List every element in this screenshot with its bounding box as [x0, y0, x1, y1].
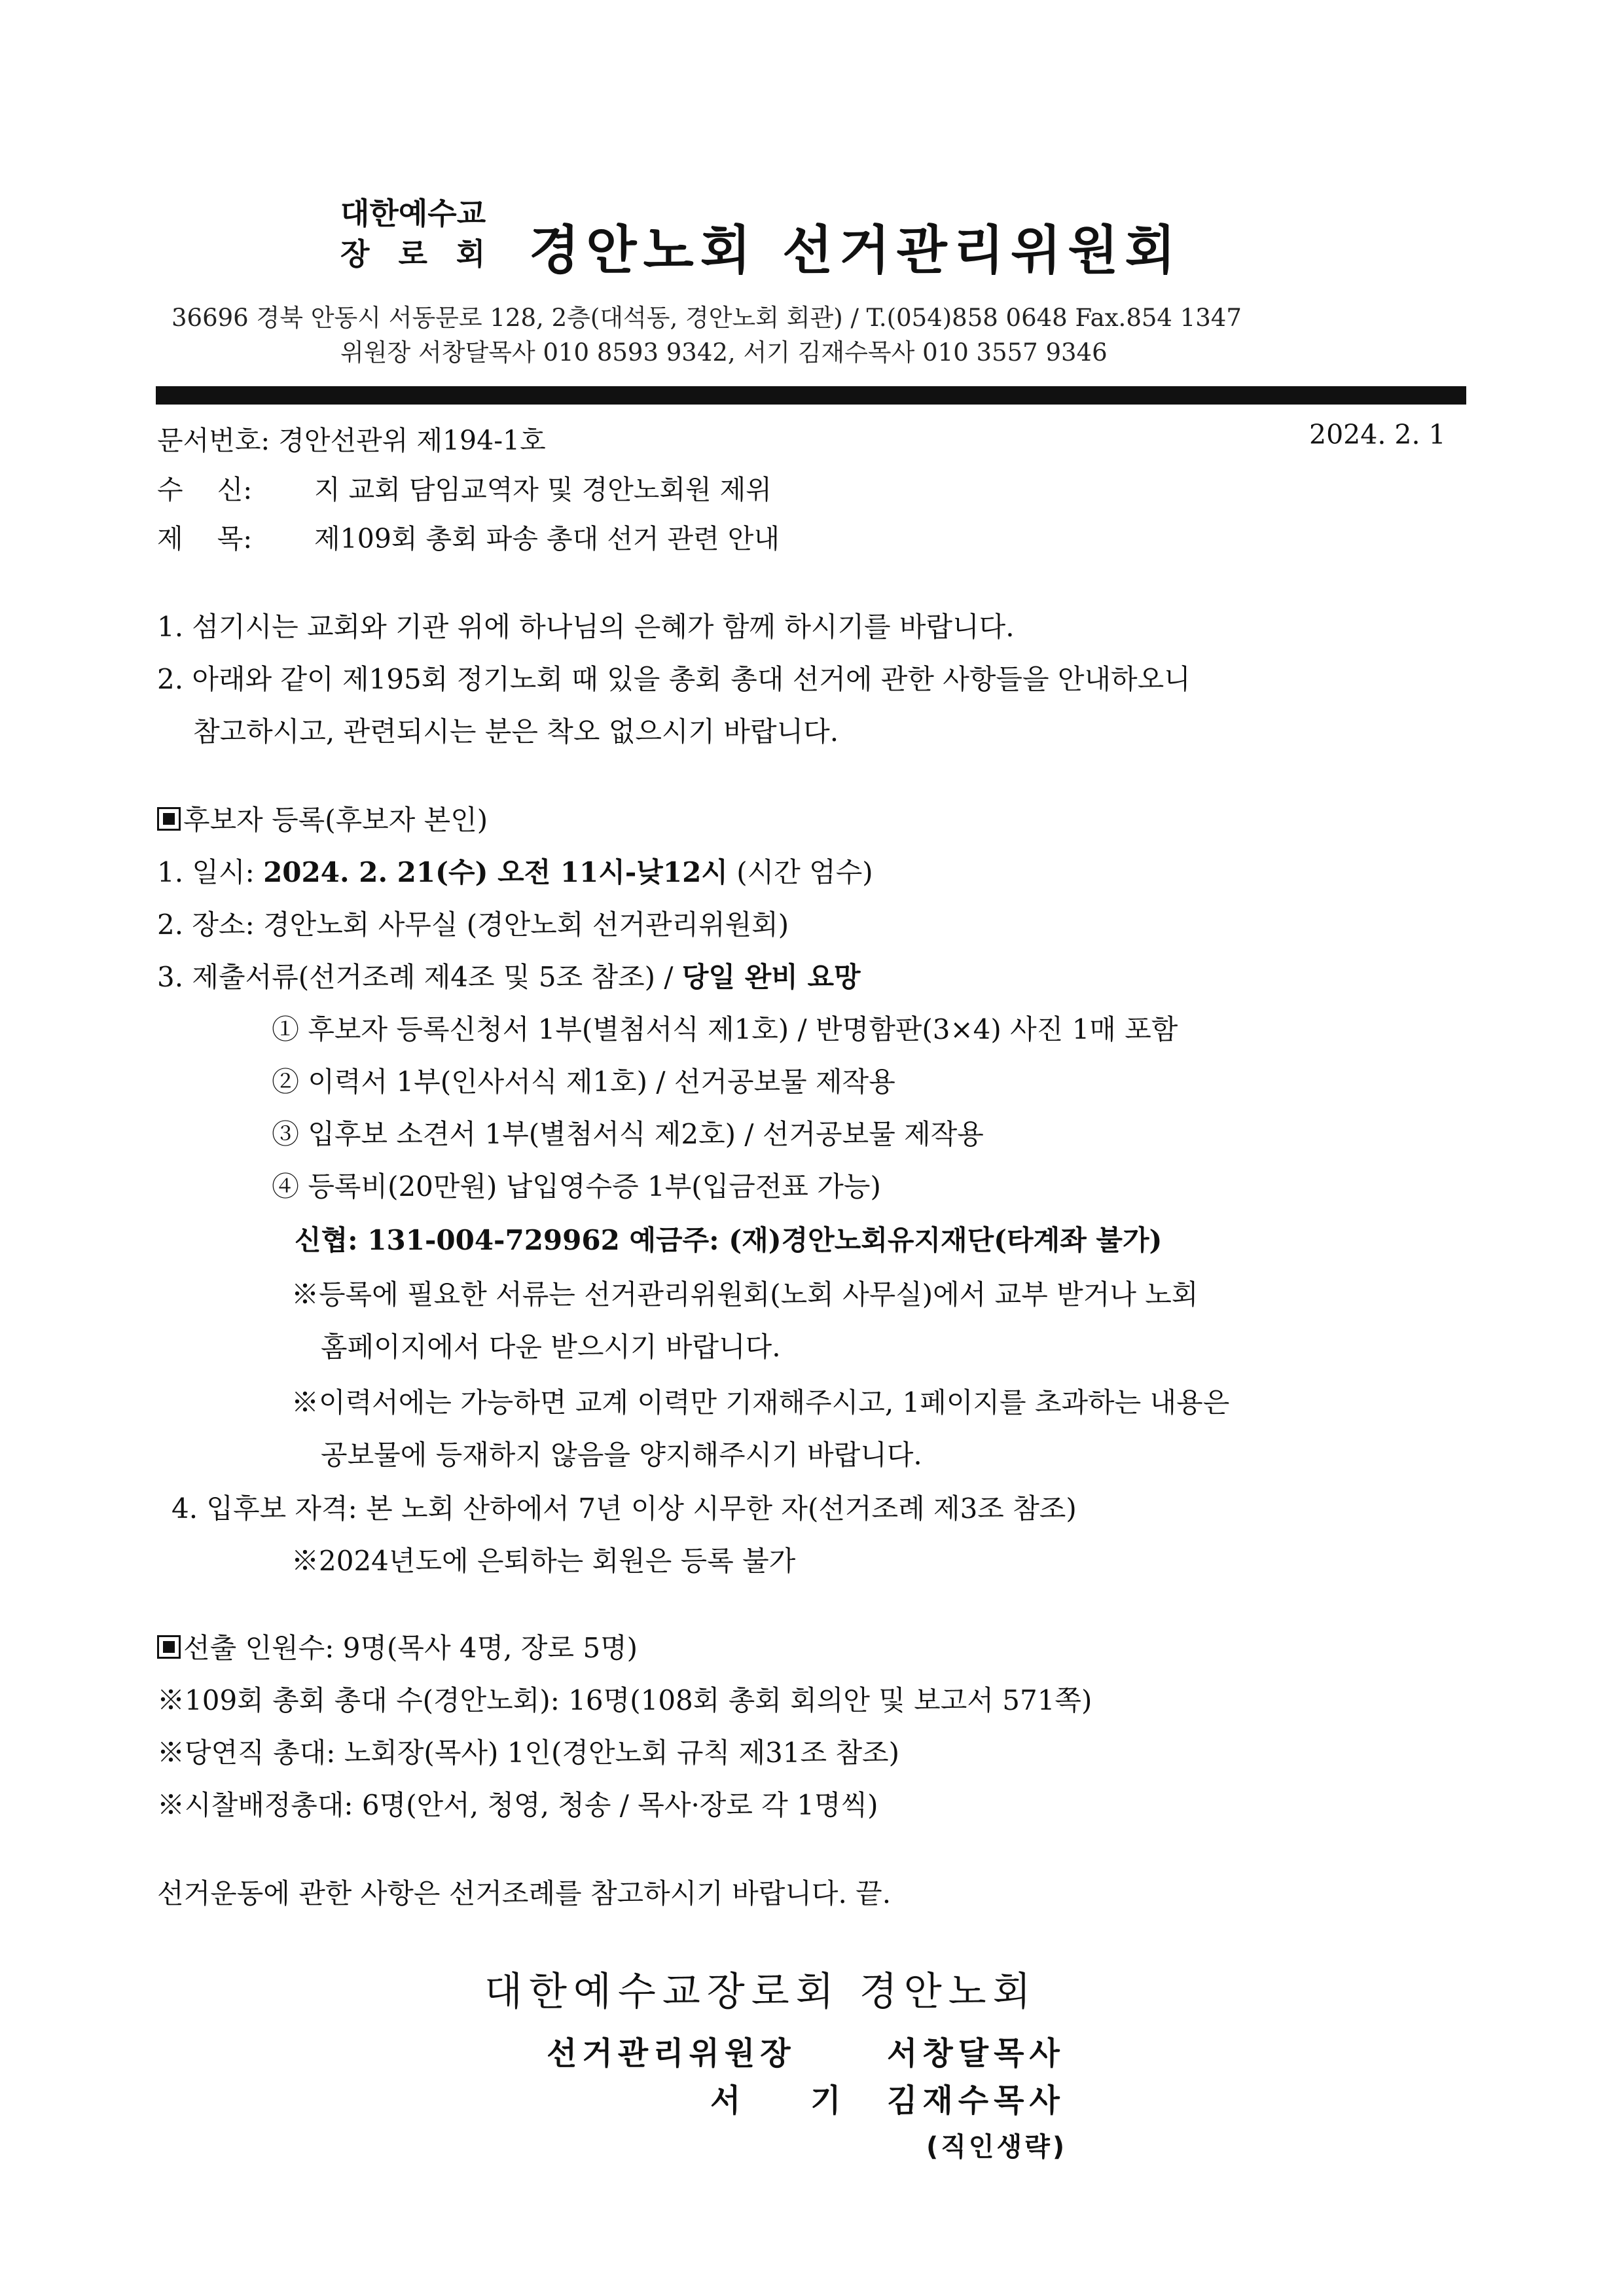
subject-label: 제 목:: [157, 523, 253, 554]
doc-item-1: ① 후보자 등록신청서 1부(별첨서식 제1호) / 반명함판(3×4) 사진 1매 포함: [272, 1013, 1178, 1045]
intro-line-3: 참고하시고, 관련되시는 분은 착오 없으시기 바랍니다.: [193, 715, 839, 748]
org-presbytery-type: 장 로 회: [340, 236, 495, 272]
reg-item-2: 2. 장소: 경안노회 사무실 (경안노회 선거관리위원회): [157, 909, 789, 941]
reg-item-3-label: 3. 제출서류(선거조례 제4조 및 5조 참조) /: [157, 961, 674, 993]
reg-item-4-note: ※2024년도에 은퇴하는 회원은 등록 불가: [291, 1545, 796, 1577]
chair-name: 서창달목사: [887, 2035, 1065, 2072]
intro-line-2: 2. 아래와 같이 제195회 정기노회 때 있을 총회 총대 선거에 관한 사항들을 안내하오니: [157, 663, 1191, 695]
reg-note-2: ※이력서에는 가능하면 교계 이력만 기재해주시고, 1페이지를 초과하는 내용은: [291, 1386, 1230, 1419]
registration-heading: [157, 799, 488, 838]
clerk-name: 김재수목사: [887, 2082, 1065, 2119]
doc-item-3: ③ 입후보 소견서 1부(별첨서식 제2호) / 선거공보물 제작용: [272, 1118, 984, 1150]
election-line-2: ※당연직 총대: 노회장(목사) 1인(경안노회 규칙 제31조 참조): [157, 1737, 899, 1769]
election-line-3: ※시찰배정총대: 6명(안서, 청영, 청송 / 목사·장로 각 1명씩): [157, 1789, 878, 1821]
square-bullet-icon: [157, 807, 181, 831]
chair-title: 선거관리위원장: [547, 2035, 796, 2072]
address-line: 36696 경북 안동시 서동문로 128, 2층(대석동, 경안노회 회관) / T.(054)858 0648 Fax.854 1347: [171, 304, 1242, 332]
bank-account: 신협: 131-004-729962 예금주: (재)경안노회유지재단(타계좌 불가): [295, 1224, 1163, 1256]
election-line-1: ※109회 총회 총대 수(경안노회): 16명(108회 총회 회의안 및 보고서 571쪽): [157, 1684, 1092, 1716]
org-denomination: 대한예수교: [340, 196, 486, 231]
doc-date: 2024. 2. 1: [1309, 419, 1446, 450]
signature-org: 대한예수교장로회 경안노회: [484, 1969, 1038, 2015]
intro-line-1: 1. 섬기시는 교회와 기관 위에 하나님의 은혜가 함께 하시기를 바랍니다.: [157, 611, 1015, 643]
contacts-line: 위원장 서창달목사 010 8593 9342, 서기 김재수목사 010 3557 9346: [340, 338, 1108, 367]
reg-note-1-cont: 홈페이지에서 다운 받으시기 바랍니다.: [321, 1331, 781, 1363]
reg-item-1: [157, 851, 873, 890]
election-heading: [157, 1627, 638, 1666]
subject: 제109회 총회 파송 총대 선거 관련 안내: [314, 523, 780, 554]
closing-line: 선거운동에 관한 사항은 선거조례를 참고하시기 바랍니다. 끝.: [157, 1877, 892, 1909]
registration-heading-text: 후보자 등록(후보자 본인): [183, 804, 488, 836]
doc-item-2: ② 이력서 1부(인사서식 제1호) / 선거공보물 제작용: [272, 1066, 895, 1098]
reg-note-2-cont: 공보물에 등재하지 않음을 양지해주시기 바랍니다.: [321, 1439, 922, 1471]
reg-item-3: [157, 956, 861, 995]
doc-number: 문서번호: 경안선관위 제194-1호: [157, 425, 546, 456]
reg-note-1: ※등록에 필요한 서류는 선거관리위원회(노회 사무실)에서 교부 받거나 노회: [291, 1278, 1199, 1310]
org-name: 경안노회 선거관리위원회: [529, 220, 1182, 281]
reg-item-1-label: 1. 일시:: [157, 856, 255, 888]
header-divider: [156, 386, 1466, 405]
election-heading-text: 선출 인원수: 9명(목사 4명, 장로 5명): [183, 1632, 638, 1664]
recipient-label: 수 신:: [157, 474, 253, 505]
reg-item-4: 4. 입후보 자격: 본 노회 산하에서 7년 이상 시무한 자(선거조례 제3조 참조): [171, 1492, 1077, 1525]
reg-item-1-note: (시간 엄수): [736, 856, 873, 888]
reg-item-1-datetime: 2024. 2. 21(수) 오전 11시-낮12시: [263, 856, 728, 888]
doc-item-4: ④ 등록비(20만원) 납입영수증 1부(입금전표 가능): [272, 1170, 881, 1202]
reg-item-3-emphasis: 당일 완비 요망: [681, 961, 861, 993]
clerk-title: 서 기: [710, 2082, 846, 2119]
seal-omitted-note: (직인생략): [926, 2132, 1068, 2162]
recipient: 지 교회 담임교역자 및 경안노회원 제위: [314, 474, 772, 505]
square-bullet-icon: [157, 1635, 181, 1659]
